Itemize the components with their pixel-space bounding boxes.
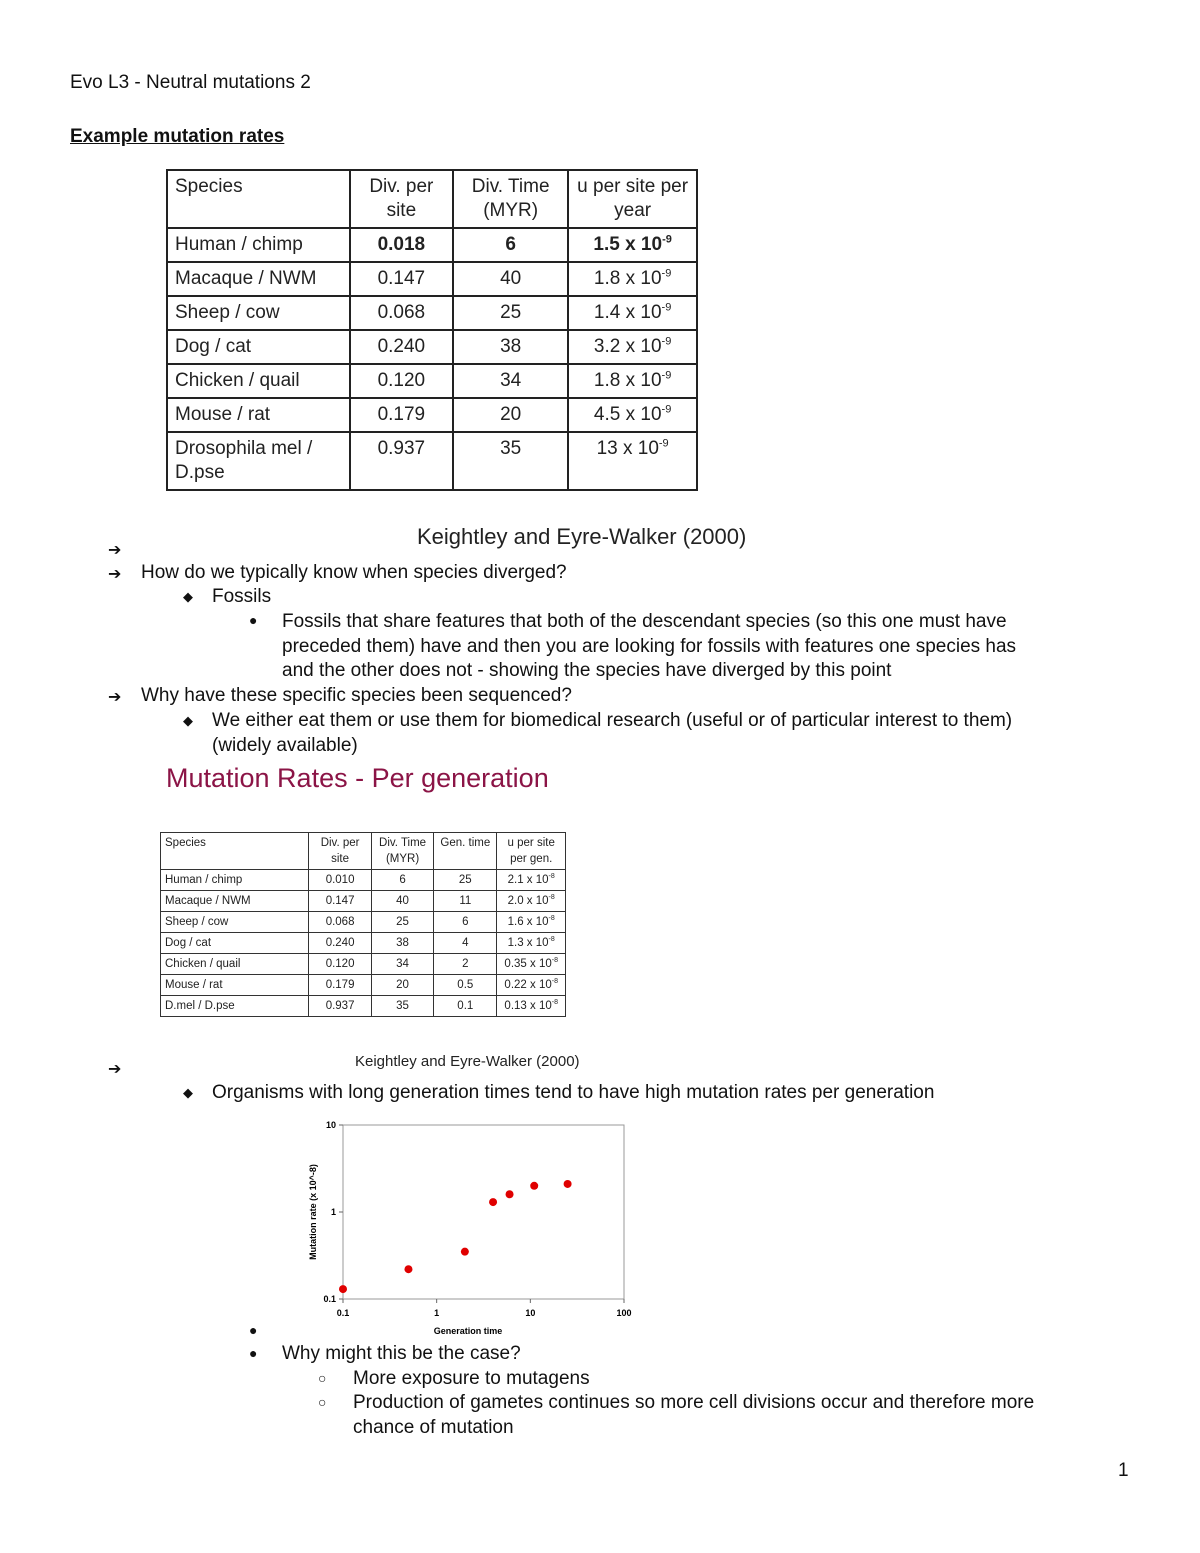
table-row (167, 228, 697, 262)
div-cell: 0.068 (309, 912, 372, 933)
time-cell: 20 (371, 975, 433, 996)
document-title: Evo L3 - Neutral mutations 2 (70, 72, 311, 93)
div-cell: 0.937 (350, 432, 453, 490)
header-div-time: Div. Time (MYR) (453, 170, 568, 228)
species-cell: Sheep / cow (161, 912, 309, 933)
time-cell: 38 (371, 933, 433, 954)
u-cell: 0.13 x $10^{-8}$ (497, 996, 566, 1017)
answer-mutagens: More exposure to mutagens (353, 1368, 590, 1389)
time-cell: 35 (453, 432, 568, 490)
header-div-per-site: Div. per site (350, 170, 453, 228)
div-cell: 0.018 (350, 228, 453, 262)
answer-sequenced-line: We either eat them or use them for biomedical research (useful or of particular interest to them) (212, 710, 1013, 731)
dot-bullet-icon: ● (249, 612, 258, 628)
data-point (506, 1190, 514, 1198)
x-tick-label: 1 (434, 1308, 440, 1318)
time-cell: 25 (371, 912, 433, 933)
question-sequenced: Why have these specific species been sequenced? (141, 685, 572, 706)
mutation-rate-per-generation-table (160, 832, 566, 1017)
species-cell: Macaque / NWM (167, 262, 350, 296)
answer-gametes-line: Production of gametes continues so more cell divisions occur and therefore more (353, 1392, 1035, 1413)
mutation-rate-per-year-table (166, 169, 698, 491)
x-tick-label: 0.1 (336, 1308, 350, 1318)
time-cell: 40 (453, 262, 568, 296)
question-why: Why might this be the case? (282, 1343, 521, 1364)
y-tick-label: 10 (325, 1120, 336, 1130)
species-cell: D.mel / D.pse (161, 996, 309, 1017)
header-u-per-site-gen: u per site per gen. (497, 833, 566, 870)
circle-bullet-icon: ○ (318, 1394, 327, 1410)
data-point (404, 1265, 412, 1273)
div-cell: 0.240 (350, 330, 453, 364)
time-cell: 35 (371, 996, 433, 1017)
page-number: 1 (1118, 1460, 1129, 1481)
species-cell: Chicken / quail (167, 364, 350, 398)
answer-gametes-line: chance of mutation (353, 1417, 514, 1438)
time-cell: 25 (453, 296, 568, 330)
table-row (161, 891, 566, 912)
y-tick-label: 0.1 (323, 1294, 336, 1304)
data-point (489, 1198, 497, 1206)
u-cell: 0.35 x $10^{-8}$ (497, 954, 566, 975)
gen-cell: 25 (434, 870, 497, 891)
dot-bullet-icon: ● (249, 1322, 258, 1338)
u-cell: 2.0 x $10^{-8}$ (497, 891, 566, 912)
div-cell: 0.937 (309, 996, 372, 1017)
table-row (161, 870, 566, 891)
data-point (339, 1285, 347, 1293)
gen-cell: 6 (434, 912, 497, 933)
table2-caption: Keightley and Eyre-Walker (2000) (355, 1053, 580, 1070)
species-cell: Chicken / quail (161, 954, 309, 975)
arrow-bullet-icon: ➔ (108, 566, 122, 583)
table-row (161, 912, 566, 933)
div-cell: 0.179 (309, 975, 372, 996)
header-div-time: Div. Time (MYR) (371, 833, 433, 870)
table1-caption: Keightley and Eyre-Walker (2000) (417, 524, 747, 549)
x-tick-label: 100 (616, 1308, 632, 1318)
table-row (161, 954, 566, 975)
fossils-detail-line: and the other does not - showing the species have diverged by this point (282, 660, 892, 681)
div-cell: 0.120 (309, 954, 372, 975)
table-row (161, 996, 566, 1017)
gen-cell: 2 (434, 954, 497, 975)
fossils-detail-line: Fossils that share features that both of the descendant species (so this one must have (282, 611, 1007, 632)
table-header-row (167, 170, 697, 228)
y-axis-label: Mutation rate (x 10^-8) (308, 1164, 318, 1260)
per-generation-heading: Mutation Rates - Per generation (166, 763, 549, 793)
time-cell: 40 (371, 891, 433, 912)
gen-cell: 0.1 (434, 996, 497, 1017)
diamond-bullet-icon: ◆ (183, 1085, 193, 1100)
table-row (167, 432, 697, 490)
u-cell: 3.2 x $10^{-9}$ (568, 330, 697, 364)
data-point (461, 1248, 469, 1256)
table-row (167, 262, 697, 296)
div-cell: 0.179 (350, 398, 453, 432)
div-cell: 0.068 (350, 296, 453, 330)
table-header-row (161, 833, 566, 870)
circle-bullet-icon: ○ (318, 1370, 327, 1386)
u-cell: 1.8 x $10^{-9}$ (568, 364, 697, 398)
div-cell: 0.120 (350, 364, 453, 398)
data-point (530, 1182, 538, 1190)
arrow-bullet-icon: ➔ (108, 542, 122, 559)
u-cell: 1.5 x $10^{-9}$ (568, 228, 697, 262)
species-cell: Drosophila mel / D.pse (167, 432, 350, 490)
div-cell: 0.010 (309, 870, 372, 891)
species-cell: Macaque / NWM (161, 891, 309, 912)
diamond-bullet-icon: ◆ (183, 589, 193, 604)
u-cell: 4.5 x $10^{-9}$ (568, 398, 697, 432)
table-row (167, 398, 697, 432)
header-species: Species (167, 170, 350, 228)
u-cell: 13 x $10^{-9}$ (568, 432, 697, 490)
mutation-rate-scatter-chart (290, 1112, 650, 1344)
time-cell: 34 (453, 364, 568, 398)
plot-frame (343, 1125, 624, 1299)
species-cell: Mouse / rat (161, 975, 309, 996)
time-cell: 6 (453, 228, 568, 262)
table-row (167, 364, 697, 398)
u-cell: 1.4 x $10^{-9}$ (568, 296, 697, 330)
answer-sequenced-line: (widely available) (212, 735, 358, 756)
div-cell: 0.240 (309, 933, 372, 954)
section-heading: Example mutation rates (70, 126, 285, 147)
header-div-per-site: Div. per site (309, 833, 372, 870)
arrow-bullet-icon: ➔ (108, 1061, 122, 1078)
gen-cell: 11 (434, 891, 497, 912)
species-cell: Dog / cat (161, 933, 309, 954)
species-cell: Dog / cat (167, 330, 350, 364)
u-cell: 1.8 x $10^{-9}$ (568, 262, 697, 296)
observation-generation-times: Organisms with long generation times tend to have high mutation rates per generation (212, 1082, 935, 1103)
x-axis-label: Generation time (433, 1326, 503, 1336)
question-diverged: How do we typically know when species diverged? (141, 562, 567, 583)
species-cell: Human / chimp (167, 228, 350, 262)
species-cell: Mouse / rat (167, 398, 350, 432)
data-point (564, 1180, 572, 1188)
table-row (161, 975, 566, 996)
header-u-per-site-year: u per site per year (568, 170, 697, 228)
u-cell: 2.1 x $10^{-8}$ (497, 870, 566, 891)
header-species: Species (161, 833, 309, 870)
dot-bullet-icon: ● (249, 1345, 258, 1361)
header-gen-time: Gen. time (434, 833, 497, 870)
u-cell: 0.22 x $10^{-8}$ (497, 975, 566, 996)
gen-cell: 0.5 (434, 975, 497, 996)
table-row (167, 296, 697, 330)
species-cell: Sheep / cow (167, 296, 350, 330)
time-cell: 38 (453, 330, 568, 364)
div-cell: 0.147 (309, 891, 372, 912)
gen-cell: 4 (434, 933, 497, 954)
diamond-bullet-icon: ◆ (183, 713, 193, 728)
table-row (167, 330, 697, 364)
species-cell: Human / chimp (161, 870, 309, 891)
y-tick-label: 1 (330, 1207, 336, 1217)
x-tick-label: 10 (525, 1308, 536, 1318)
time-cell: 6 (371, 870, 433, 891)
table-row (161, 933, 566, 954)
time-cell: 34 (371, 954, 433, 975)
answer-fossils: Fossils (212, 586, 272, 607)
time-cell: 20 (453, 398, 568, 432)
div-cell: 0.147 (350, 262, 453, 296)
u-cell: 1.3 x $10^{-8}$ (497, 933, 566, 954)
u-cell: 1.6 x $10^{-8}$ (497, 912, 566, 933)
arrow-bullet-icon: ➔ (108, 689, 122, 706)
fossils-detail-line: preceded them) have and then you are looking for fossils with features one species has (282, 636, 1017, 657)
